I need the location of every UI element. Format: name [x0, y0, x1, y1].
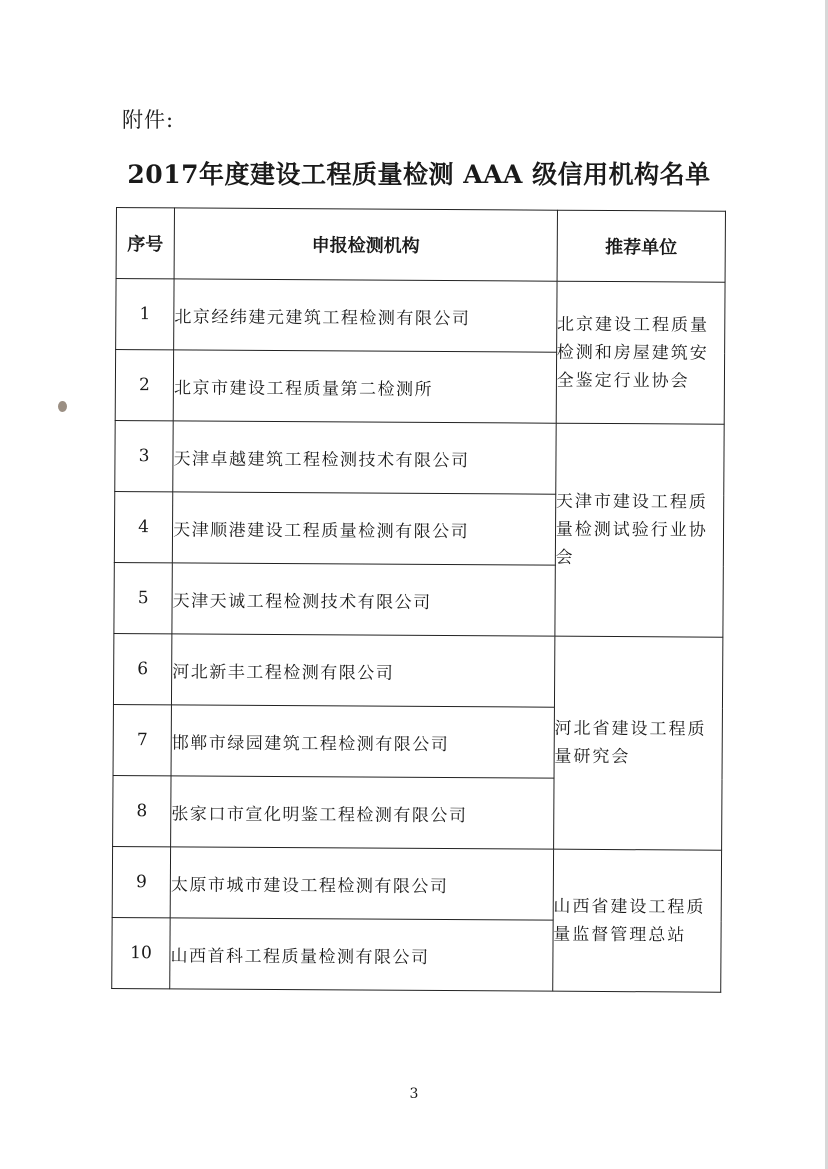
institution-cell: 天津天诚工程检测技术有限公司 — [172, 563, 555, 636]
recommender-cell: 北京建设工程质量检测和房屋建筑安全鉴定行业协会 — [556, 281, 725, 424]
institution-cell: 邯郸市绿园建筑工程检测有限公司 — [171, 705, 554, 778]
recommender-cell: 天津市建设工程质量检测试验行业协会 — [555, 423, 725, 637]
attachment-label: 附件: — [122, 108, 175, 132]
institution-cell: 河北新丰工程检测有限公司 — [172, 634, 555, 707]
serial-number-cell: 6 — [113, 633, 172, 704]
serial-number-cell: 9 — [112, 846, 171, 917]
serial-number-cell: 2 — [115, 350, 174, 421]
serial-number-cell: 10 — [112, 917, 171, 988]
header-institution: 申报检测机构 — [174, 208, 557, 281]
recommender-cell: 河北省建设工程质量研究会 — [553, 636, 723, 850]
table-row — [113, 633, 722, 708]
serial-number-cell: 1 — [116, 279, 175, 350]
table-row — [116, 279, 725, 354]
institution-cell: 山西首科工程质量检测有限公司 — [170, 918, 553, 991]
ink-smudge — [58, 401, 67, 412]
institution-cell: 天津顺港建设工程质量检测有限公司 — [172, 492, 555, 565]
table-header-row — [116, 208, 725, 283]
institution-cell: 张家口市宣化明鉴工程检测有限公司 — [171, 776, 554, 849]
serial-number-cell: 8 — [113, 775, 172, 846]
serial-number-cell: 3 — [115, 420, 174, 491]
table-row — [112, 846, 721, 921]
institution-cell: 北京经纬建元建筑工程检测有限公司 — [174, 279, 557, 352]
serial-number-cell: 4 — [114, 491, 173, 562]
recommender-cell: 山西省建设工程质量监督管理总站 — [552, 849, 721, 992]
serial-number-cell: 7 — [113, 704, 172, 775]
institution-table — [111, 207, 726, 993]
header-serial-number: 序号 — [116, 208, 175, 279]
page-number: 3 — [409, 1086, 419, 1102]
institution-cell: 天津卓越建筑工程检测技术有限公司 — [173, 421, 556, 494]
institution-cell: 北京市建设工程质量第二检测所 — [173, 350, 556, 423]
table-row — [115, 420, 724, 495]
document-title: 2017年度建设工程质量检测 AAA 级信用机构名单 — [127, 160, 711, 189]
institution-cell: 太原市城市建设工程检测有限公司 — [170, 847, 553, 920]
serial-number-cell: 5 — [114, 562, 173, 633]
header-recommender: 推荐单位 — [557, 210, 726, 282]
